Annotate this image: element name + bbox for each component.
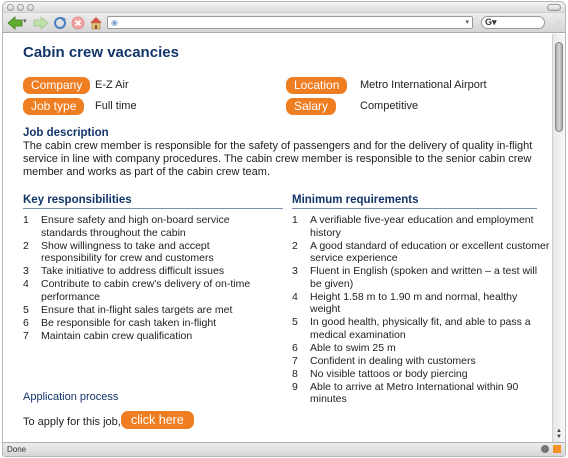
jobtype-value: Full time	[95, 100, 137, 112]
list-item-text: Maintain cabin crew qualification	[41, 329, 193, 342]
close-window-icon[interactable]	[7, 4, 14, 11]
list-item-text: Height 1.58 m to 1.90 m and normal, healthy weight	[310, 290, 518, 315]
status-icons	[541, 445, 561, 455]
list-item	[23, 240, 273, 265]
minimize-window-icon[interactable]	[17, 4, 24, 11]
list-item-text: Show willingness to take and accept responsibility for crew and customers	[41, 239, 214, 264]
list-item-text: A good standard of education or excellent customer service experience	[310, 239, 550, 264]
list-item	[23, 278, 273, 303]
address-dropdown-icon[interactable]: ▾	[465, 19, 469, 26]
click-here-button[interactable]: click here	[121, 411, 194, 429]
list-item-text: Take initiative to address difficult issues	[41, 265, 225, 277]
browser-window	[2, 1, 566, 457]
back-arrow-icon[interactable]	[7, 16, 23, 30]
application-process-label: Application process	[23, 391, 119, 403]
list-item	[23, 265, 273, 278]
list-item-text: Able to arrive at Metro International within 90 minutes	[310, 380, 519, 405]
forward-arrow-icon[interactable]	[33, 16, 49, 30]
address-bar[interactable]	[107, 16, 473, 29]
scrollbar-thumb[interactable]	[555, 42, 563, 132]
home-icon[interactable]	[89, 16, 103, 30]
list-item-text: In good health, physically fit, and able to pass a medical examination	[310, 316, 531, 341]
list-item	[23, 304, 273, 317]
list-item-number: 4	[292, 290, 298, 303]
back-dropdown-icon[interactable]: ▾	[23, 18, 27, 25]
key-responsibilities-heading: Key responsibilities	[23, 194, 283, 209]
requirements-list	[292, 214, 550, 406]
list-item-number: 3	[23, 265, 29, 277]
search-engine-icon[interactable]: G▾	[485, 17, 497, 27]
company-value: E-Z Air	[95, 79, 129, 91]
location-label: Location	[286, 77, 347, 94]
page-title: Cabin crew vacancies	[23, 44, 179, 61]
navigation-toolbar	[3, 13, 565, 33]
list-item-number: 6	[23, 316, 29, 329]
list-item-number: 3	[292, 265, 298, 277]
location-value: Metro International Airport	[360, 79, 487, 91]
list-item	[23, 330, 273, 343]
minimum-requirements-heading: Minimum requirements	[292, 194, 537, 209]
title-bar	[3, 2, 565, 13]
vertical-scrollbar[interactable]	[552, 34, 565, 444]
toolbar-toggle-icon[interactable]	[547, 4, 561, 11]
list-item-number: 1	[23, 214, 29, 226]
list-item	[292, 316, 550, 341]
list-item-number: 6	[292, 341, 298, 354]
list-item-text: Able to swim 25 m	[310, 341, 396, 354]
list-item	[292, 355, 550, 368]
list-item-number: 7	[292, 354, 298, 367]
list-item	[292, 368, 550, 381]
list-item-text: Contribute to cabin crew's delivery of on-time performance	[41, 278, 251, 303]
list-item-number: 8	[292, 367, 298, 380]
job-description-text: The cabin crew member is responsible for the safety of passengers and for the delivery of quality in-flight service in line with company procedures. The cabin crew member is responsible to the senior cabin crew member and works as part of the cabin crew team.	[23, 140, 533, 178]
status-text: Done	[7, 445, 27, 454]
page-content	[3, 34, 551, 444]
list-item-text: Be responsible for cash taken in-flight	[41, 316, 217, 329]
job-description-heading: Job description	[23, 127, 109, 139]
list-item-text: Fluent in English (spoken and written – a test will be given)	[310, 265, 538, 290]
list-item	[292, 342, 550, 355]
apply-text: To apply for this job,	[23, 416, 121, 428]
search-clear-icon[interactable]: ◌	[555, 17, 561, 27]
list-item	[23, 214, 273, 239]
salary-value: Competitive	[360, 100, 419, 112]
rss-feed-icon[interactable]	[553, 445, 561, 453]
responsibilities-list	[23, 214, 273, 343]
list-item	[23, 317, 273, 330]
list-item-number: 2	[292, 239, 298, 252]
list-item	[292, 240, 550, 265]
list-item-number: 5	[23, 303, 29, 316]
scroll-arrows-icon[interactable]: ▲ ▼	[556, 428, 562, 440]
jobtype-label: Job type	[23, 98, 84, 115]
list-item-number: 1	[292, 214, 298, 226]
list-item-number: 7	[23, 329, 29, 342]
page-favicon-icon: ◉	[111, 18, 118, 27]
info-icon[interactable]	[541, 445, 549, 453]
zoom-window-icon[interactable]	[27, 4, 34, 11]
list-item-text: Ensure that in-flight sales targets are met	[41, 303, 233, 316]
list-item-text: Confident in dealing with customers	[310, 354, 476, 367]
list-item	[292, 214, 550, 239]
list-item-text: A verifiable five-year education and employment history	[310, 214, 534, 239]
list-item-number: 9	[292, 380, 298, 393]
list-item-number: 2	[23, 239, 29, 252]
company-label: Company	[23, 77, 90, 94]
list-item-number: 5	[292, 316, 298, 328]
list-item-text: Ensure safety and high on-board service standards throughout the cabin	[41, 214, 230, 239]
search-box[interactable]	[481, 16, 545, 29]
list-item	[292, 265, 550, 290]
list-item-number: 4	[23, 278, 29, 290]
stop-icon[interactable]	[71, 16, 85, 30]
salary-label: Salary	[286, 98, 336, 115]
list-item-text: No visible tattoos or body piercing	[310, 367, 468, 380]
list-item	[292, 291, 550, 316]
reload-icon[interactable]	[53, 16, 67, 30]
list-item	[292, 381, 550, 406]
status-bar	[3, 442, 565, 456]
